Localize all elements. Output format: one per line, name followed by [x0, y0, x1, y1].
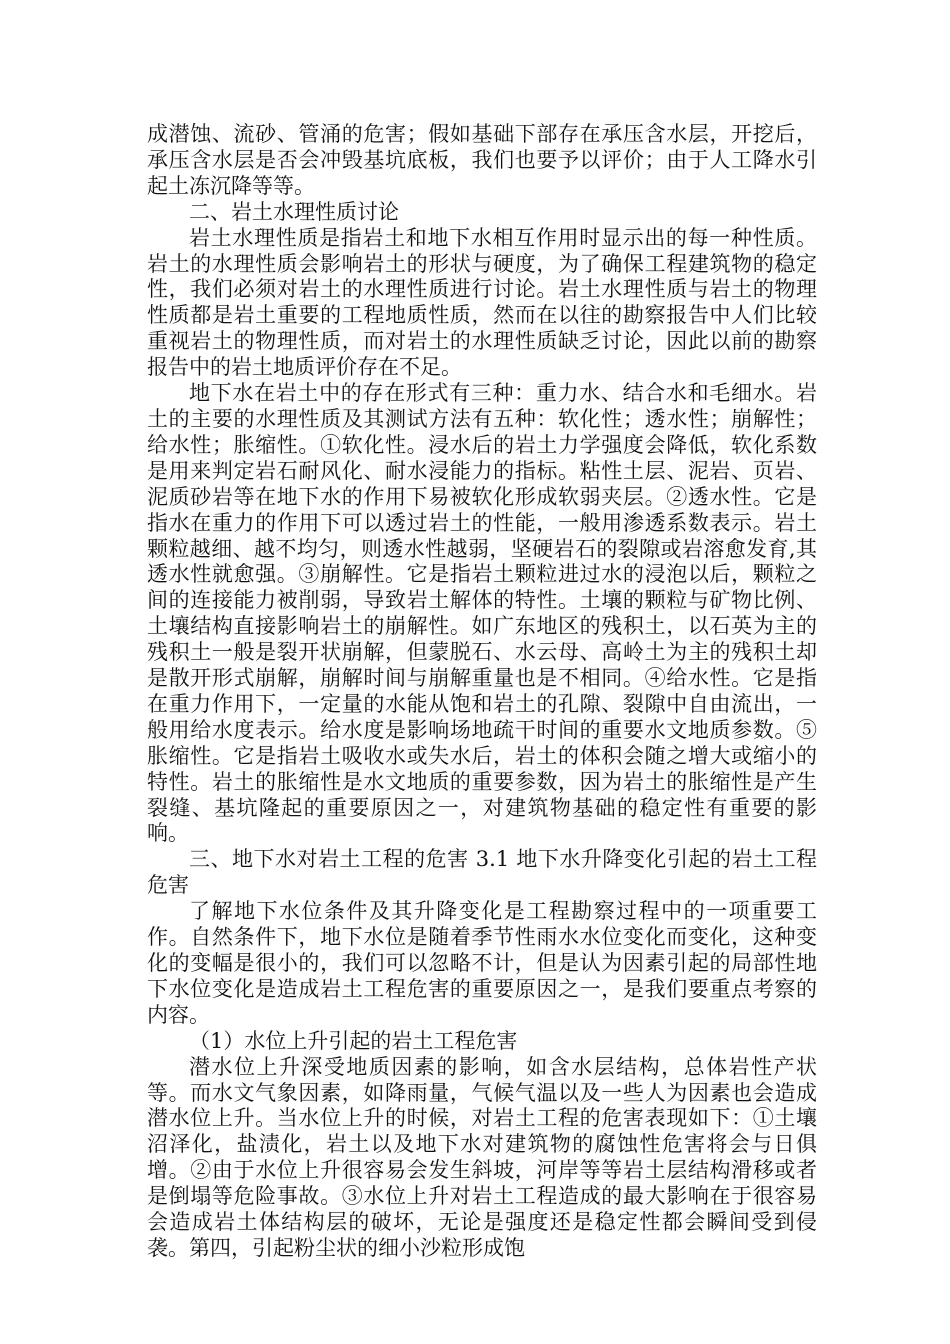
paragraph-hydro-properties-intro: 岩土水理性质是指岩土和地下水相互作用时显示出的每一种性质。岩土的水理性质会影响岩土的形状与硬度，为了确保工程建筑物的稳定性，我们必须对岩土的水理性质进行讨论。岩土水理性质与岩土的物理性质都是岩土重要的工程地质性质，然而在以往的勘察报告中人们比较重视岩土的物理性质，而对岩土的水理性质缺乏讨论，因此以前的勘察报告中的岩土地质评价存在不足。 [147, 225, 817, 380]
subsection-heading-1: （1）水位上升引起的岩土工程危害 [189, 1028, 518, 1053]
paragraph-water-level-change: 了解地下水位条件及其升降变化是工程勘察过程中的一项重要工作。自然条件下，地下水位是随着季节性雨水水位变化而变化，这种变化的变幅是很小的，我们可以忽略不计，但是认为因素引起的局部性地下水位变化是造成岩土工程危害的重要原因之一，是我们要重点考察的内容。 [147, 899, 817, 1027]
document-body [147, 122, 817, 1262]
section-heading-3: 三、地下水对岩土工程的危害 3.1 地下水升降变化引起的岩土工程危害 [147, 847, 817, 898]
paragraph-water-level-rise: 潜水位上升深受地质因素的影响，如含水层结构，总体岩性产状等。而水文气象因素，如降雨量，气候气温以及一些人为因素也会造成潜水位上升。当水位上升的时候，对岩土工程的危害表现如下：①土壤沼泽化，盐渍化，岩土以及地下水对建筑物的腐蚀性危害将会与日俱增。②由于水位上升很容易会发生斜坡，河岸等等岩土层结构滑移或者是倒塌等危险事故。③水位上升对岩土工程造成的最大影响在于很容易会造成岩土体结构层的破坏，无论是强度还是稳定性都会瞬间受到侵袭。第四，引起粉尘状的细小沙粒形成饱 [147, 1054, 817, 1260]
paragraph-groundwater-forms: 地下水在岩土中的存在形式有三种：重力水、结合水和毛细水。岩土的主要的水理性质及其测试方法有五种：软化性；透水性；崩解性；给水性；胀缩性。①软化性。浸水后的岩土力学强度会降低，软化系数是用来判定岩石耐风化、耐水浸能力的指标。粘性土层、泥岩、页岩、泥质砂岩等在地下水的作用下易被软化形成软弱夹层。②透水性。它是指水在重力的作用下可以透过岩土的性能，一般用渗透系数表示。岩土颗粒越细、越不均匀，则透水性越弱，坚硬岩石的裂隙或岩溶愈发育,其透水性就愈强。③崩解性。它是指岩土颗粒进过水的浸泡以后，颗粒之间的连接能力被削弱，导致岩土解体的特性。土壤的颗粒与矿物比例、土壤结构直接影响岩土的崩解性。如广东地区的残积土，以石英为主的残积土一般是裂开状崩解，但蒙脱石、水云母、高岭土为主的残积土却是散开形式崩解，崩解时间与崩解重量也是不相同。④给水性。它是指在重力作用下，一定量的水能从饱和岩土的孔隙、裂隙中自由流出，一般用给水度表示。给水度是影响场地疏干时间的重要水文地质参数。⑤胀缩性。它是指岩土吸收水或失水后，岩土的体积会随之增大或缩小的特性。岩土的胀缩性是水文地质的重要参数，因为岩土的胀缩性是产生裂缝、基坑隆起的重要原因之一，对建筑物基础的稳定性有重要的影响。 [147, 381, 817, 846]
section-heading-2: 二、岩土水理性质讨论 [189, 199, 399, 224]
paragraph-continuation: 成潜蚀、流砂、管涌的危害；假如基础下部存在承压含水层，开挖后，承压含水层是否会冲毁基坑底板，我们也要予以评价；由于人工降水引起土冻沉降等等。 [147, 122, 817, 198]
